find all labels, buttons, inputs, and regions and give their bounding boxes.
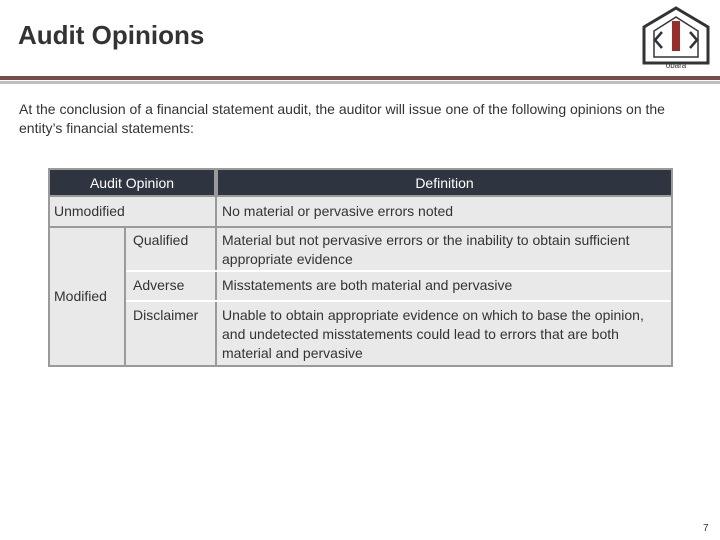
col-separator-definition <box>215 197 217 365</box>
logo-left-chevron <box>655 32 662 48</box>
row-separator-1 <box>50 226 671 228</box>
col-separator-subtype <box>124 228 126 365</box>
logo-red-bar <box>672 21 680 51</box>
title-rule-light <box>0 81 720 84</box>
page-number: 7 <box>703 523 709 534</box>
row-separator-3 <box>126 300 671 302</box>
title-rule-dark <box>0 76 720 80</box>
intro-paragraph: At the conclusion of a financial statement audit, the auditor will issue one of the following opinions on the entity’s financial statements: <box>19 101 665 136</box>
row-separator-2 <box>126 270 671 272</box>
table-row-modified-label: Modified <box>54 288 107 304</box>
table-row-qualified-type: Qualified <box>133 232 189 248</box>
table-row-adverse-definition: Misstatements are both material and pervasive <box>222 277 513 293</box>
company-logo <box>636 5 716 75</box>
logo-right-chevron <box>690 32 697 48</box>
table-row-qualified-definition: Material but not pervasive errors or the inability to obtain sufficient appropriate evidence <box>222 232 630 267</box>
table-row-adverse-type: Adverse <box>133 277 185 293</box>
table-row-disclaimer-type: Disclaimer <box>133 307 199 323</box>
table-row-unmodified-definition: No material or pervasive errors noted <box>222 203 454 219</box>
header-definition: Definition <box>216 168 673 197</box>
table-row-unmodified-label: Unmodified <box>54 203 125 219</box>
page-title: Audit Opinions <box>18 20 205 50</box>
logo-text: obara <box>665 61 687 70</box>
table-row-disclaimer-definition: Unable to obtain appropriate evidence on which to base the opinion, and undetected misstatements could lead to errors that are both material and pervasive <box>222 307 644 361</box>
header-audit-opinion: Audit Opinion <box>48 168 216 197</box>
